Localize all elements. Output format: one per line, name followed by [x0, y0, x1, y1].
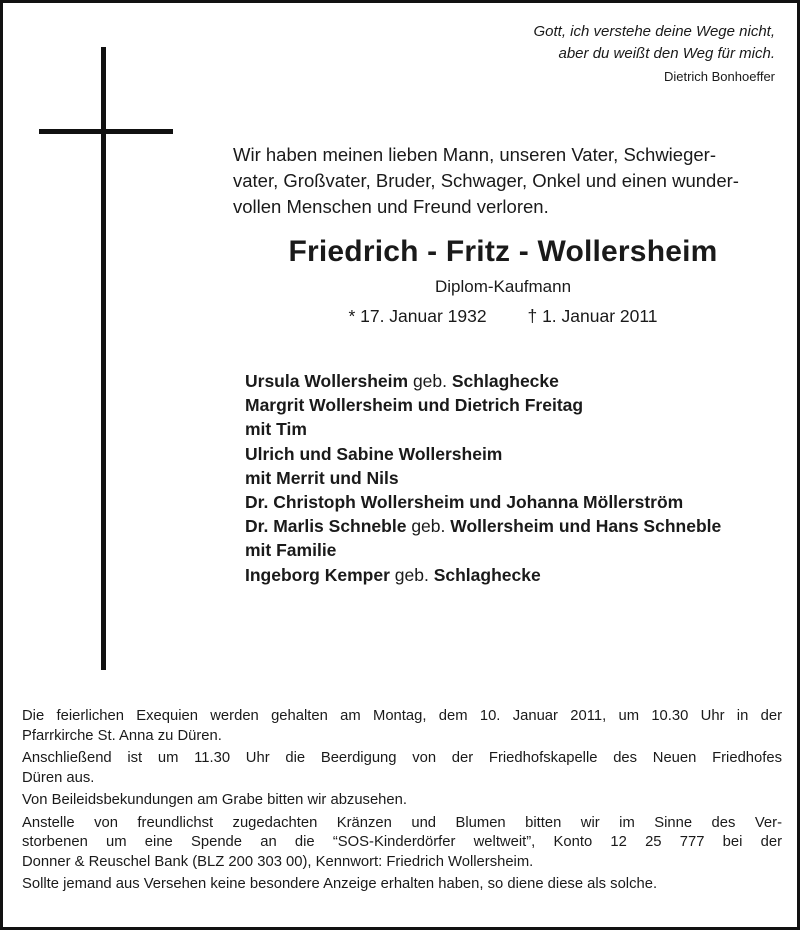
mourner-line [245, 563, 721, 587]
death-date: † 1. Januar 2011 [527, 306, 658, 326]
notice-line: Anschließend ist um 11.30 Uhr die Beerdigung von der Friedhofskapelle des Neuen Friedhofes [22, 750, 782, 766]
maiden-name: Schlaghecke [451, 371, 559, 391]
notice-burial [22, 749, 782, 788]
life-dates [203, 304, 800, 328]
notice-exequies [22, 707, 782, 746]
notice-line: Die feierlichen Exequien werden gehalten am Montag, dem 10. Januar 2011, um 10.30 Uhr in der [22, 708, 782, 724]
cross-horizontal-bar [39, 129, 173, 134]
quote-line: aber du weißt den Weg für mich. [558, 45, 775, 62]
maiden-name: Schlaghecke [433, 564, 541, 585]
notice-line: Sollte jemand aus Versehen keine besondere Anzeige erhalten haben, so diene diese als solche. [22, 876, 658, 892]
notice-donation [22, 814, 782, 873]
funeral-notices [22, 707, 782, 898]
deceased-name: Friedrich - Fritz - Wollersheim [288, 235, 718, 268]
birth-date: * 17. Januar 1932 [348, 306, 487, 326]
mourner-line: mit Familie [245, 540, 337, 561]
intro-line: vollen Menschen und Freund verloren. [233, 196, 549, 217]
cross-vertical-bar [101, 47, 106, 670]
nee-label: geb. [408, 371, 452, 391]
deceased-title: Diplom-Kaufmann [434, 277, 572, 296]
intro-text [233, 142, 781, 220]
mourner-line: mit Merrit und Nils [245, 467, 399, 488]
mourners-list [245, 369, 721, 587]
mourner-name: Dr. Marlis Schneble [245, 516, 407, 537]
notice-line: Von Beileidsbekundungen am Grabe bitten wir abzusehen. [22, 792, 407, 808]
mourner-line: Ulrich und Sabine Wollersheim [245, 443, 503, 464]
epigraph-quote [533, 21, 775, 87]
notice-line: Pfarrkirche St. Anna zu Düren. [22, 727, 222, 744]
quote-author: Dietrich Bonhoeffer [663, 69, 775, 84]
mourner-name: Ingeborg Kemper [245, 564, 390, 585]
notice-closing [22, 875, 782, 895]
notice-line: storbenen um eine Spende an die “SOS-Kinderdörfer weltweit”, Konto 12 25 777 bei der [22, 834, 782, 850]
intro-line: vater, Großvater, Bruder, Schwager, Onkel und einen wunder- [233, 170, 739, 191]
mourner-name: Ursula Wollersheim [245, 371, 409, 391]
mourner-line: Dr. Christoph Wollersheim und Johanna Möllerström [245, 492, 684, 513]
notice-line: Donner & Reuschel Bank (BLZ 200 303 00), Kennwort: Friedrich Wollersheim. [22, 853, 534, 870]
maiden-name: Wollersheim und Hans Schneble [450, 516, 722, 537]
mourner-line: mit Tim [245, 419, 307, 440]
mourner-line [245, 514, 721, 538]
quote-line: Gott, ich verstehe deine Wege nicht, [533, 23, 775, 40]
intro-line: Wir haben meinen lieben Mann, unseren Vater, Schwieger- [233, 144, 716, 165]
notice-line: Düren aus. [22, 769, 95, 786]
nee-label: geb. [406, 516, 451, 537]
mourner-line [245, 369, 721, 393]
notice-line: Anstelle von freundlichst zugedachten Kränzen und Blumen bitten wir im Sinne des Ver- [22, 814, 782, 831]
notice-condolences [22, 791, 782, 811]
mourner-line: Margrit Wollersheim und Dietrich Freitag [245, 395, 584, 416]
nee-label: geb. [389, 564, 434, 585]
